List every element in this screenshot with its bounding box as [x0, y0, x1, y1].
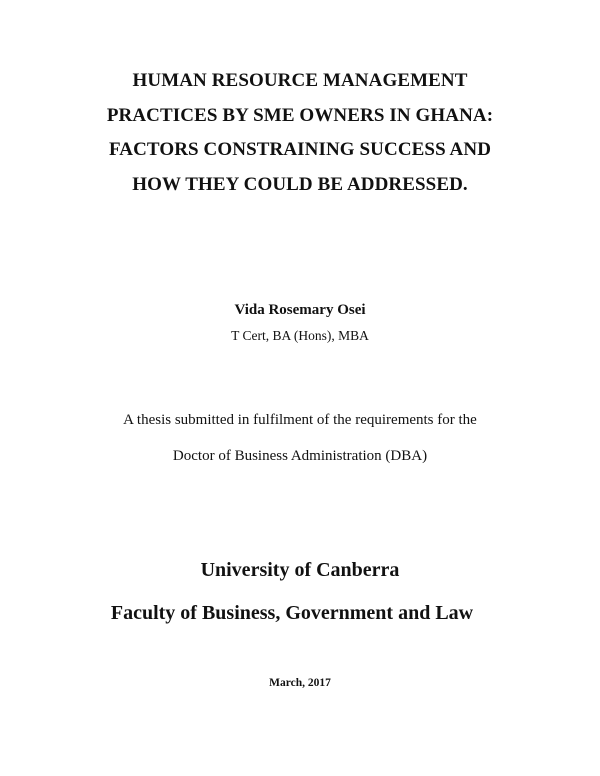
university-name: University of Canberra	[200, 559, 400, 581]
submission-statement: A thesis submitted in fulfilment of the requirements for the	[123, 412, 477, 428]
thesis-title	[0, 64, 600, 202]
thesis-title-line: PRACTICES BY SME OWNERS IN GHANA:	[106, 104, 494, 126]
thesis-title-line: HUMAN RESOURCE MANAGEMENT	[132, 70, 468, 91]
faculty-name: Faculty of Business, Government and Law	[110, 602, 474, 624]
submission-date: March, 2017	[269, 677, 331, 689]
degree-name: Doctor of Business Administration (DBA)	[172, 448, 428, 464]
author-credentials: T Cert, BA (Hons), MBA	[231, 328, 369, 343]
thesis-title-line: FACTORS CONSTRAINING SUCCESS AND	[108, 139, 492, 160]
thesis-title-line: HOW THEY COULD BE ADDRESSED.	[132, 173, 468, 195]
author-name: Vida Rosemary Osei	[234, 302, 366, 318]
